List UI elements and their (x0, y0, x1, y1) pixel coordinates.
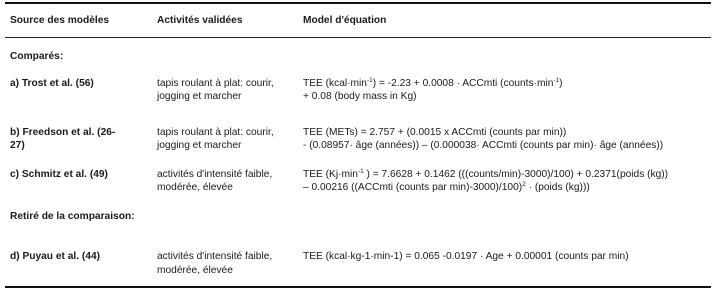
row-b-equation-line2: - (0.08957· âge (années)) – (0.000038· ACCmti (counts par min)· âge (années)) (303, 140, 664, 151)
equations-table (5, 0, 711, 291)
header-source: Source des modèles (10, 15, 110, 26)
header-activities: Activités validées (157, 15, 243, 26)
row-d-source: d) Puyau et al. (44) (10, 251, 101, 262)
table-top-rule (5, 2, 711, 4)
header-rule (5, 37, 711, 38)
row-d-equation-line1: TEE (kcal·kg-1·min-1) = 0.065 -0.0197 · Age + 0.00001 (counts par min) (303, 251, 629, 262)
row-d-activity-line2: modérée, élevée (157, 265, 233, 276)
row-a-equation-line2: + 0.08 (body mass in Kg) (303, 91, 417, 102)
table-bottom-rule (5, 286, 711, 288)
row-c-activity-line1: activités d'intensité faible, (157, 169, 273, 180)
row-b-source-line2: 27) (10, 140, 25, 151)
row-b-source-line1: b) Freedson et al. (26- (10, 127, 116, 138)
row-c-source: c) Schmitz et al. (49) (10, 169, 108, 180)
row-a-equation-line1: TEE $(kcal\cdot\min^{-1}) = -2.23 + 0.0008$ · ACCmti $(counts\cdot\min^{-1})$ (303, 77, 563, 89)
row-d-activity-line1: activités d'intensité faible, (157, 251, 273, 262)
header-equation: Model d'équation (303, 15, 387, 26)
section-compared: Comparés: (10, 51, 64, 62)
row-c-equation-line2: – 0.00216 ((ACCmti (counts par min)-3000)/100)$^2$ · (poids (kg))) (303, 181, 590, 193)
row-c-activity-line2: modérée, élevée (157, 182, 233, 193)
row-a-source: a) Trost et al. (56) (10, 78, 94, 89)
section-removed: Retiré de la comparaison: (10, 211, 135, 222)
row-b-activity-line2: jogging et marcher (157, 140, 242, 151)
row-a-activity-line2: jogging et marcher (157, 91, 242, 102)
row-b-equation-line1: TEE (METs) = 2.757 + (0.0015 x ACCmti (counts par min)) (303, 127, 567, 138)
row-a-activity-line1: tapis roulant à plat: courir, (157, 78, 274, 89)
row-c-equation-line1: TEE ($Kj\cdot\min^{-1}$ ) = 7.6628 + 0.1462 (((counts/min)-3000)/100) + 0.2371(poids (kg)) (303, 168, 669, 180)
row-b-activity-line1: tapis roulant à plat: courir, (157, 127, 274, 138)
